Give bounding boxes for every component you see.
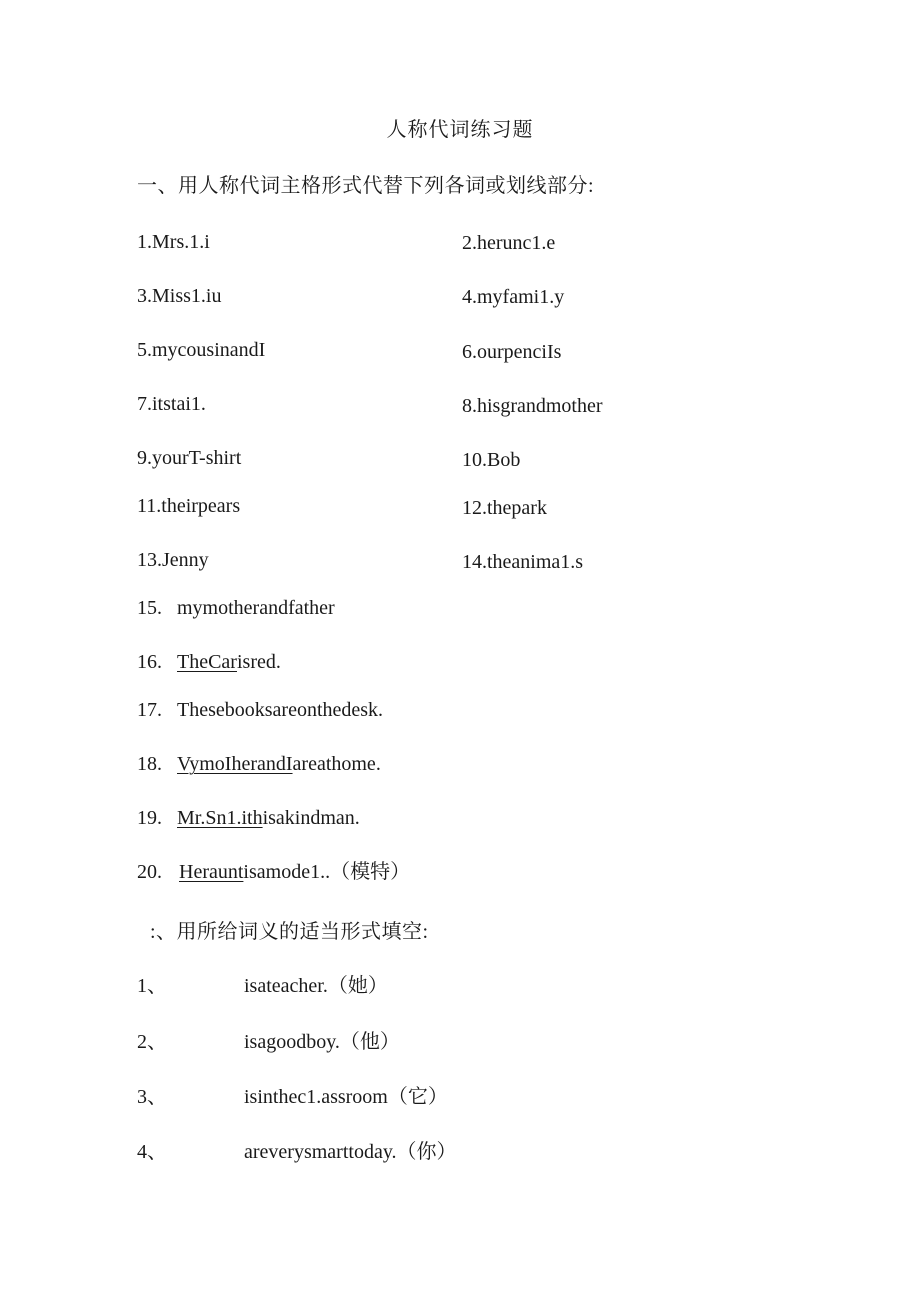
item-number: 17. bbox=[137, 699, 162, 721]
pair-right-14: 14.theanima1.s bbox=[462, 551, 584, 573]
fill-item-4 bbox=[137, 1142, 457, 1162]
item-number: 16. bbox=[137, 651, 162, 673]
underlined-phrase: VymoIherandI bbox=[177, 753, 293, 775]
item-text: isateacher.（她） bbox=[244, 975, 388, 997]
item-text: isamode1..（模特） bbox=[243, 861, 411, 883]
pair-left-5: 5.mycousinandI bbox=[137, 339, 266, 361]
page-title: 人称代词练习题 bbox=[386, 119, 534, 141]
item-number: 3、 bbox=[137, 1086, 167, 1108]
pair-left-1: 1.Mrs.1.i bbox=[137, 231, 210, 253]
item-number: 18. bbox=[137, 753, 162, 775]
item-text: isagoodboy.（他） bbox=[244, 1031, 400, 1053]
pair-left-9: 9.yourT-shirt bbox=[137, 447, 242, 469]
item-15 bbox=[137, 598, 335, 618]
underlined-phrase: Mr.Sn1.ith bbox=[177, 807, 263, 829]
item-17 bbox=[137, 700, 383, 720]
fill-item-2 bbox=[137, 1032, 400, 1052]
underlined-phrase: TheCar bbox=[177, 651, 237, 673]
underlined-phrase: Heraunt bbox=[179, 861, 244, 883]
pair-left-13: 13.Jenny bbox=[137, 549, 209, 571]
fill-item-3 bbox=[137, 1087, 448, 1107]
item-number: 1、 bbox=[137, 975, 167, 997]
pair-right-10: 10.Bob bbox=[462, 449, 521, 471]
item-19 bbox=[137, 808, 360, 828]
item-20 bbox=[137, 862, 410, 882]
item-number: 2、 bbox=[137, 1031, 167, 1053]
item-text: Thesebooksareonthedesk. bbox=[177, 699, 384, 721]
pair-left-3: 3.Miss1.iu bbox=[137, 285, 222, 307]
item-text: mymotherandfather bbox=[177, 597, 335, 619]
pair-left-7: 7.itstai1. bbox=[137, 393, 206, 415]
item-text: isred. bbox=[236, 651, 281, 673]
pair-right-12: 12.thepark bbox=[462, 497, 547, 519]
pair-right-4: 4.myfami1.y bbox=[462, 286, 565, 308]
item-text: isakindman. bbox=[262, 807, 360, 829]
item-16 bbox=[137, 652, 281, 672]
pair-right-8: 8.hisgrandmother bbox=[462, 395, 603, 417]
item-text: isinthec1.assroom（它） bbox=[244, 1086, 448, 1108]
pair-right-2: 2.herunc1.e bbox=[462, 232, 556, 254]
item-text: areverysmarttoday.（你） bbox=[244, 1141, 457, 1163]
pair-left-11: 11.theirpears bbox=[137, 495, 241, 517]
item-text: areathome. bbox=[292, 753, 381, 775]
fill-item-1 bbox=[137, 976, 388, 996]
item-number: 19. bbox=[137, 807, 162, 829]
section-2-heading: :、用所给词义的适当形式填空: bbox=[150, 921, 429, 943]
item-number: 20. bbox=[137, 861, 162, 883]
item-number: 15. bbox=[137, 597, 162, 619]
pair-right-6: 6.ourpenciIs bbox=[462, 341, 562, 363]
section-1-heading: 一、用人称代词主格形式代替下列各词或划线部分: bbox=[137, 175, 595, 197]
item-number: 4、 bbox=[137, 1141, 167, 1163]
item-18 bbox=[137, 754, 381, 774]
